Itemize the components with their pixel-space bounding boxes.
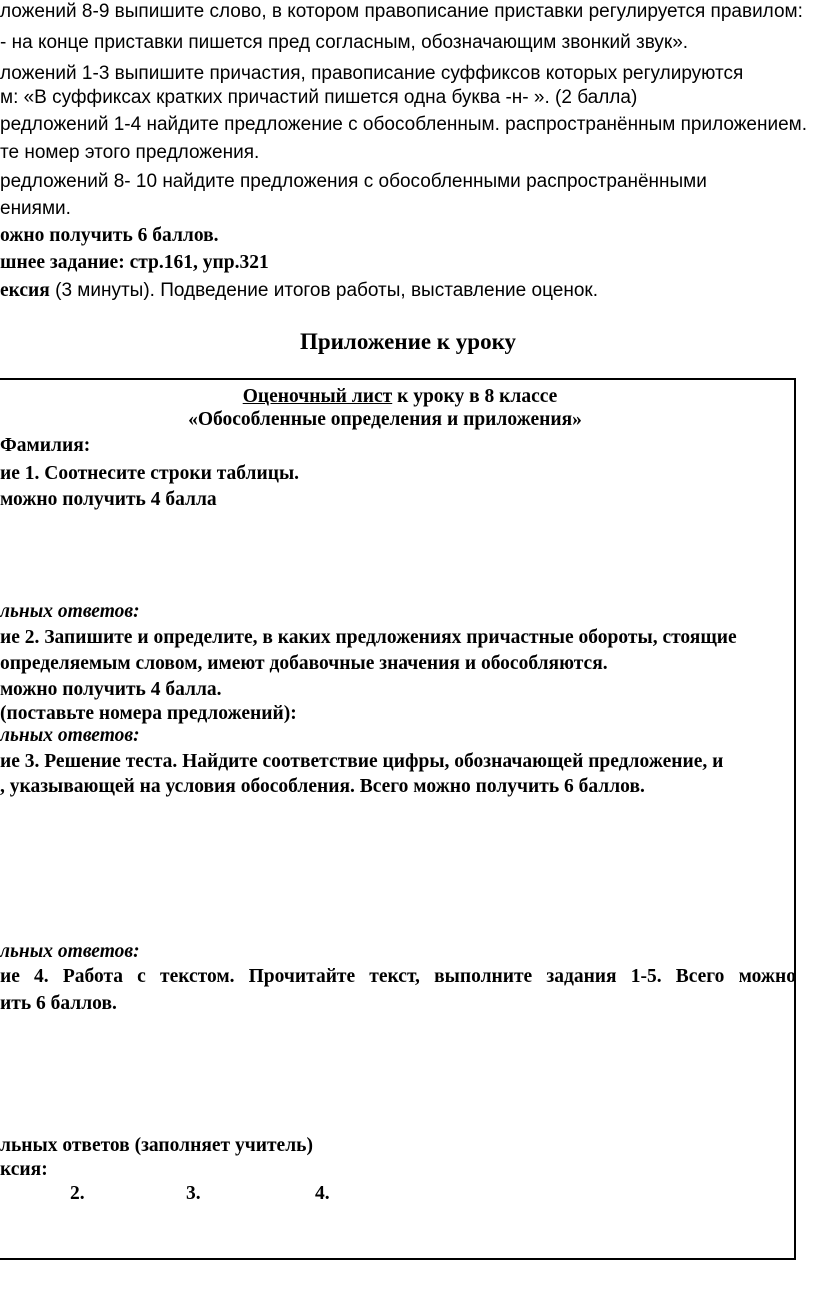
column-2-label: 2. xyxy=(70,1183,85,1204)
sheet-subtitle: «Обособленные определения и приложения» xyxy=(188,409,582,430)
task1-correct-answers: льных ответов: xyxy=(0,601,140,622)
sheet-title-rest: к уроку в 8 классе xyxy=(392,386,558,407)
task3-correct-answers: льных ответов: xyxy=(0,941,140,962)
reflection-columns xyxy=(0,1183,800,1207)
column-4-label: 4. xyxy=(315,1183,330,1204)
reflection-label: ексия xyxy=(0,280,50,301)
task3-heading: ие 3. Решение теста. Найдите соответствие цифры, обозначающей предложение, и xyxy=(0,751,724,772)
reflection-line xyxy=(0,281,598,301)
sheet-title-underlined: Оценочный лист xyxy=(242,386,393,407)
assessment-sheet xyxy=(0,378,796,1260)
task2-points: можно получить 4 балла. xyxy=(0,679,222,700)
task2-heading: ие 2. Запишите и определите, в каких предложениях причастные обороты, стоящие xyxy=(0,627,737,648)
task2-correct-answers: льных ответов: xyxy=(0,725,140,746)
surname-label: Фамилия: xyxy=(0,435,91,456)
instruction-line: м: «В суффиксах кратких причастий пишется одна буква -н- ». (2 балла) xyxy=(0,87,638,108)
column-3-label: 3. xyxy=(186,1183,201,1204)
task2-heading-cont: определяемым словом, имеют добавочные значения и обособляются. xyxy=(0,653,608,674)
task2-answer-prompt: (поставьте номера предложений): xyxy=(0,703,297,724)
task4-correct-answers: льных ответов (заполняет учитель) xyxy=(0,1135,313,1156)
reflection-label-sheet: ксия: xyxy=(0,1159,48,1180)
instruction-line: - на конце приставки пишется пред согласным, обозначающим звонкий звук». xyxy=(0,32,689,53)
instruction-line: ложений 8-9 выпишите слово, в котором правописание приставки регулируется правилом: xyxy=(0,1,803,22)
instruction-line: редложений 8- 10 найдите предложения с обособленными распространёнными xyxy=(0,171,707,192)
instruction-line: ениями. xyxy=(0,198,71,219)
task4-heading-cont: ить 6 баллов. xyxy=(0,993,117,1014)
instruction-line: редложений 1-4 найдите предложение с обособленным. распространённым приложением. xyxy=(0,114,808,135)
homework: шнее задание: стр.161, упр.321 xyxy=(0,252,269,273)
task1-heading: ие 1. Соотнесите строки таблицы. xyxy=(0,463,300,484)
task4-heading: ие 4. Работа с текстом. Прочитайте текст, выполните задания 1-5. Всего можно xyxy=(0,966,796,987)
sheet-title xyxy=(0,386,800,408)
instruction-line: те номер этого предложения. xyxy=(0,142,260,163)
task1-points: можно получить 4 балла xyxy=(0,489,217,510)
task3-heading-cont: , указывающей на условия обособления. Всего можно получить 6 баллов. xyxy=(0,776,645,797)
reflection-text: (3 минуты). Подведение итогов работы, выставление оценок. xyxy=(49,280,598,301)
appendix-title: Приложение к уроку xyxy=(299,329,517,354)
instruction-line: ложений 1-3 выпишите причастия, правописание суффиксов которых регулируются xyxy=(0,63,744,84)
total-points: ожно получить 6 баллов. xyxy=(0,225,219,246)
